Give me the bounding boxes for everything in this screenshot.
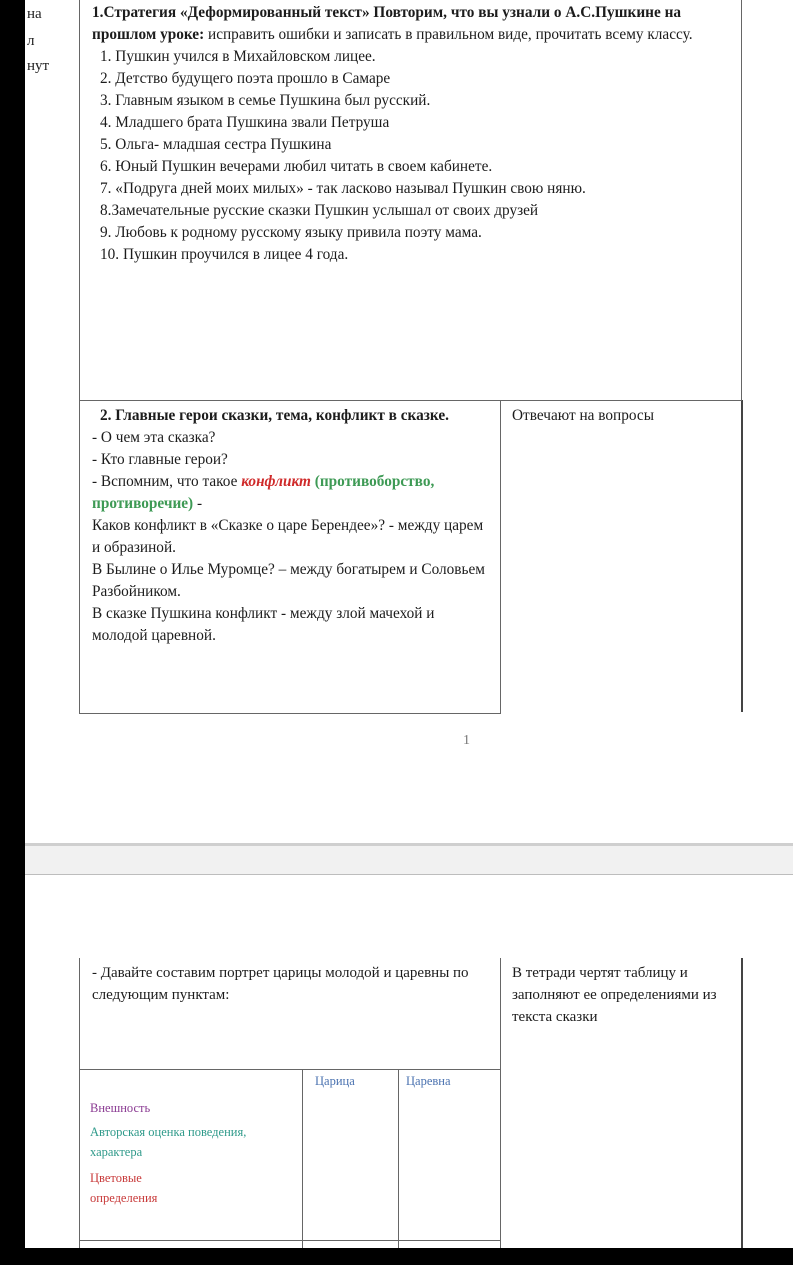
table2-border-right xyxy=(741,958,743,1248)
conflict-example: Каков конфликт в «Сказке о царе Берендее»? - между царем и образиной. xyxy=(92,517,484,556)
table-border-right xyxy=(741,0,742,400)
conflict-example: В сказке Пушкина конфликт - между злой мачехой и молодой царевной. xyxy=(92,605,435,644)
page-separator-line xyxy=(25,874,793,875)
list-item: 9. Любовь к родному русскому языку привила поэту мама. xyxy=(100,224,482,241)
left-dark-strip xyxy=(0,0,25,1265)
list-item: 5. Ольга- младшая сестра Пушкина xyxy=(100,136,332,153)
conflict-term: конфликт xyxy=(241,473,311,490)
mini-table-header-tsaritsa: Царица xyxy=(315,1074,355,1088)
mini-table-bottom xyxy=(79,1240,501,1241)
page-gap xyxy=(25,846,793,874)
table-border-bottom xyxy=(79,713,501,714)
table-border-left xyxy=(79,0,80,714)
conflict-example: В Былине о Илье Муромце? – между богатырем и Соловьем Разбойником. xyxy=(92,561,485,600)
margin-fragment: л xyxy=(27,33,35,49)
table-border-right-lower xyxy=(741,400,743,712)
list-item: 7. «Подруга дней моих милых» - так ласково называл Пушкин свою няню. xyxy=(100,180,586,197)
list-item: 1. Пушкин учился в Михайловском лицее. xyxy=(100,48,376,65)
mini-table-header-tsarevna: Царевна xyxy=(406,1074,451,1088)
section-2-right-note: Отвечают на вопросы xyxy=(512,407,654,424)
mini-table-col-divider xyxy=(398,1069,399,1248)
list-item: 8.Замечательные русские сказки Пушкин услышал от своих друзей xyxy=(100,202,539,219)
table2-column-divider xyxy=(500,958,501,1248)
question: - О чем эта сказка? xyxy=(92,429,216,446)
question: - Кто главные герои? xyxy=(92,451,228,468)
mini-table-col-divider xyxy=(302,1069,303,1248)
section-1-heading: 1.Стратегия «Деформированный текст» Повторим, что вы узнали о А.С.Пушкине на прошлом уроке: xyxy=(92,4,682,43)
row-color-definitions: Цветовые определения xyxy=(90,1171,158,1205)
column-divider xyxy=(500,400,501,714)
page-number: 1 xyxy=(463,733,470,748)
conflict-definition: (противоборство, противоречие) xyxy=(92,473,435,512)
row-divider xyxy=(79,400,742,401)
section-2-heading: 2. Главные герои сказки, тема, конфликт в сказке. xyxy=(100,407,449,424)
recall-dash: - xyxy=(193,495,203,512)
row-author-assessment: Авторская оценка поведения, характера xyxy=(90,1125,247,1159)
margin-fragment: на xyxy=(27,6,42,22)
recall-prefix: - Вспомним, что такое xyxy=(92,473,242,490)
section-1-instruction: исправить ошибки и записать в правильном виде, прочитать всему классу. xyxy=(204,26,693,43)
list-item: 3. Главным языком в семье Пушкина был русский. xyxy=(100,92,431,109)
list-item: 4. Младшего брата Пушкина звали Петруша xyxy=(100,114,390,131)
list-item: 6. Юный Пушкин вечерами любил читать в своем кабинете. xyxy=(100,158,493,175)
list-item: 2. Детство будущего поэта прошло в Самаре xyxy=(100,70,391,87)
row-appearance: Внешность xyxy=(90,1101,151,1115)
table2-border-left xyxy=(79,958,80,1248)
list-item: 10. Пушкин проучился в лицее 4 года. xyxy=(100,246,349,263)
notebook-instruction: В тетради чертят таблицу и заполняют ее определениями из текста сказки xyxy=(512,965,717,1025)
section-2 xyxy=(92,405,492,647)
section-1 xyxy=(92,2,737,266)
table2-row-divider xyxy=(79,1069,501,1070)
margin-fragment: нут xyxy=(27,58,50,74)
bottom-dark-bar xyxy=(0,1248,793,1265)
portrait-instruction: - Давайте составим портрет царицы молодой и царевны по следующим пунктам: xyxy=(92,965,469,1003)
